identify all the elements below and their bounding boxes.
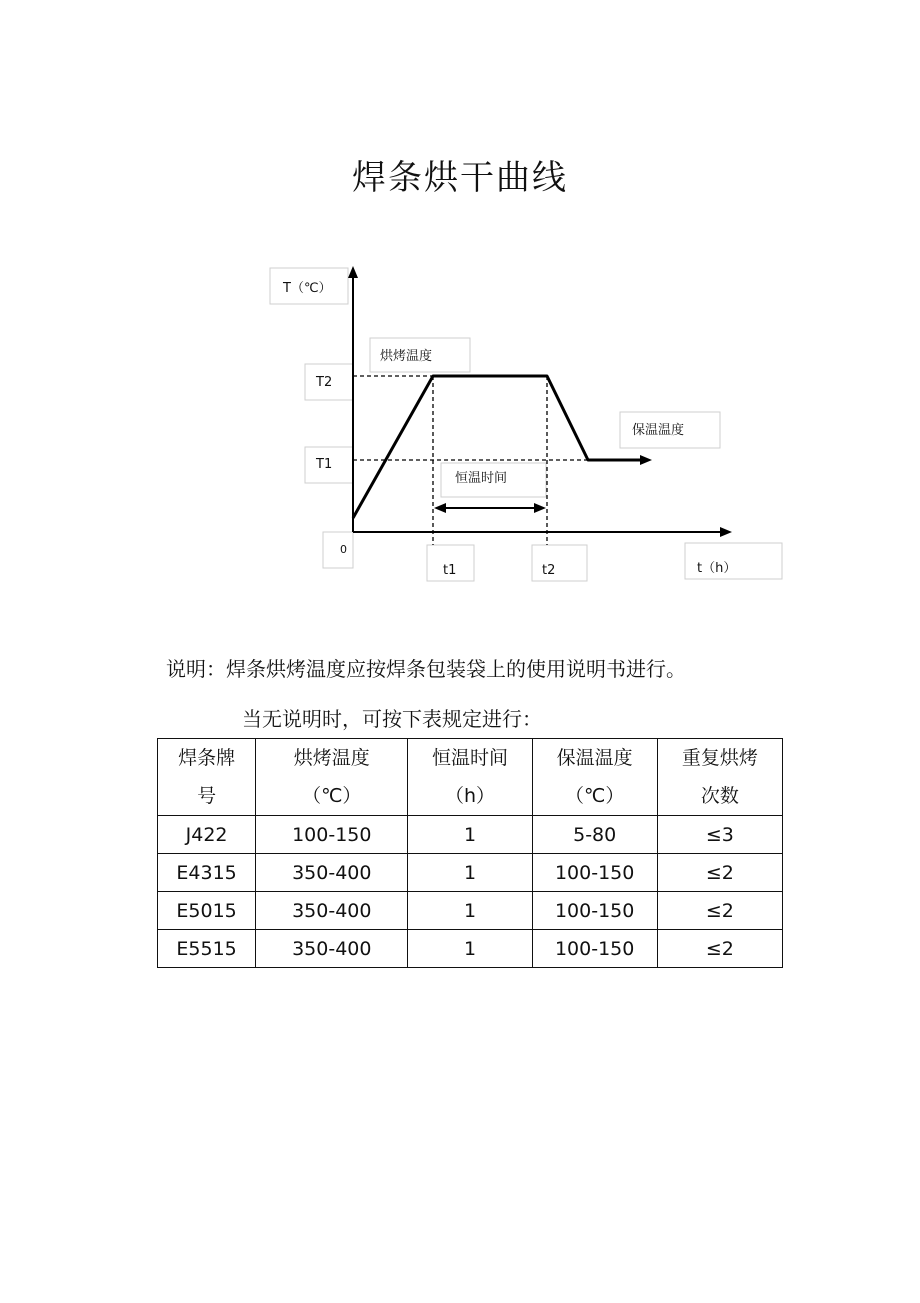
- table-cell: 5-80: [532, 816, 657, 854]
- table-cell: E5515: [158, 930, 256, 968]
- table-cell: 350-400: [256, 930, 408, 968]
- table-cell: 1: [408, 816, 532, 854]
- table-cell: E4315: [158, 854, 256, 892]
- table-cell: 1: [408, 854, 532, 892]
- y-tick-t2: T2: [316, 375, 333, 390]
- table-row: [158, 854, 783, 892]
- y-axis-label: T（℃）: [283, 281, 332, 296]
- table-cell: 100-150: [532, 892, 657, 930]
- table-cell: ≤2: [657, 892, 782, 930]
- table-cell: 100-150: [256, 816, 408, 854]
- baking-spec-table: [157, 738, 783, 968]
- curve-arrow-head: [640, 455, 652, 465]
- table-cell: ≤3: [657, 816, 782, 854]
- header-electrode-grade: 焊条牌 号: [158, 739, 256, 816]
- table-cell: ≤2: [657, 930, 782, 968]
- table-cell: 350-400: [256, 854, 408, 892]
- axes: [348, 266, 732, 537]
- page-title: 焊条烘干曲线: [352, 158, 568, 198]
- table-cell: 350-400: [256, 892, 408, 930]
- table-cell: E5015: [158, 892, 256, 930]
- table-cell: ≤2: [657, 854, 782, 892]
- header-constant-time: 恒温时间 （h）: [408, 739, 532, 816]
- annotation-hold-temp: 保温温度: [632, 423, 685, 438]
- note-line-2: 当无说明时，可按下表规定进行：: [242, 707, 542, 731]
- x-axis-label: t（h）: [697, 561, 737, 576]
- table-cell: J422: [158, 816, 256, 854]
- y-tick-t1: T1: [316, 457, 333, 472]
- x-tick-t1: t1: [443, 563, 457, 578]
- constant-time-arrow: [434, 503, 546, 513]
- origin-label: 0: [340, 543, 347, 556]
- x-tick-t2: t2: [542, 563, 556, 578]
- header-hold-temp: 保温温度 （℃）: [532, 739, 657, 816]
- table-cell: 1: [408, 930, 532, 968]
- table-cell: 1: [408, 892, 532, 930]
- baking-curve-diagram: [0, 0, 920, 640]
- header-rebake-count: 重复烘烤 次数: [657, 739, 782, 816]
- table-row: [158, 892, 783, 930]
- table-header-row: [158, 739, 783, 816]
- table-cell: 100-150: [532, 930, 657, 968]
- table-row: [158, 816, 783, 854]
- annotation-constant-time: 恒温时间: [455, 471, 508, 486]
- header-bake-temp: 烘烤温度 （℃）: [256, 739, 408, 816]
- guide-lines: [353, 376, 588, 545]
- table-cell: 100-150: [532, 854, 657, 892]
- table-row: [158, 930, 783, 968]
- annotation-bake-temp: 烘烤温度: [380, 349, 433, 364]
- note-line-1: 说明：焊条烘烤温度应按焊条包装袋上的使用说明书进行。: [166, 657, 686, 681]
